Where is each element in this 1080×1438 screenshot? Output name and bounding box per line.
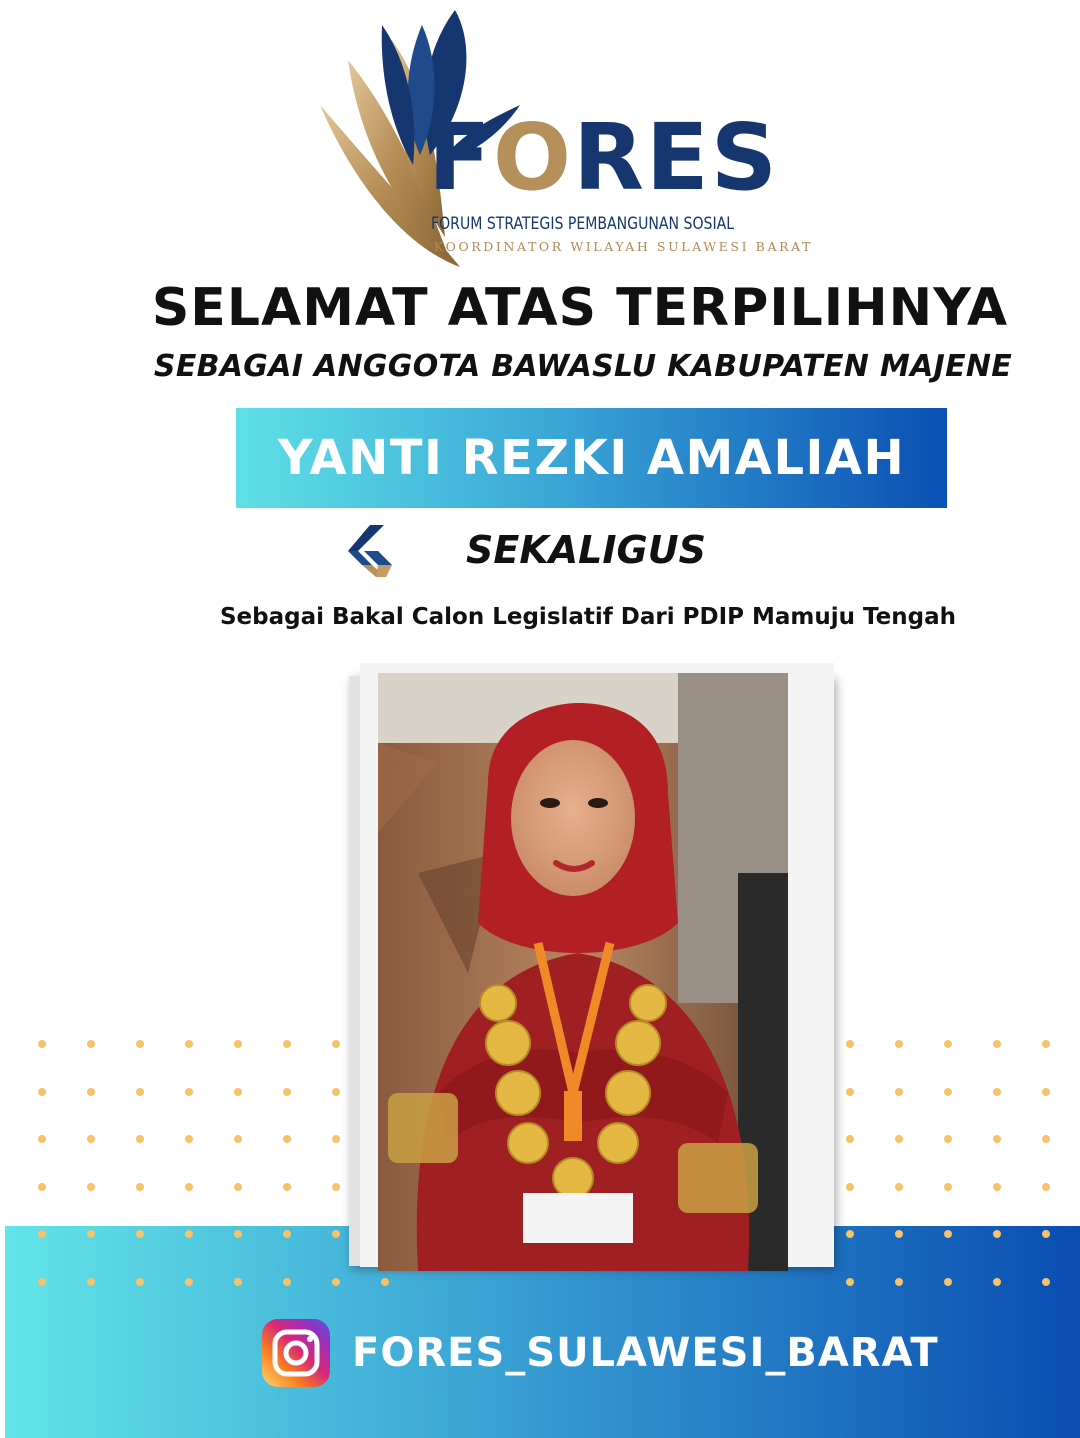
decorative-dot [944, 1278, 952, 1286]
decorative-dot [87, 1278, 95, 1286]
decorative-dot [846, 1040, 854, 1048]
decorative-dot [944, 1135, 952, 1143]
decorative-dot [87, 1040, 95, 1048]
logo-wordmark: FORES [428, 104, 780, 211]
decorative-dot [234, 1230, 242, 1238]
decorative-dot [283, 1278, 291, 1286]
decorative-dot [38, 1135, 46, 1143]
decorative-dot [944, 1088, 952, 1096]
decorative-dot [895, 1135, 903, 1143]
decorative-dot [185, 1278, 193, 1286]
position-subheadline: SEBAGAI ANGGOTA BAWASLU KABUPATEN MAJENE [153, 349, 1013, 384]
decorative-dot [846, 1088, 854, 1096]
person-name: YANTI REZKI AMALIAH [277, 430, 906, 486]
decorative-dot [944, 1230, 952, 1238]
decorative-dot [332, 1135, 340, 1143]
decorative-dot [993, 1183, 1001, 1191]
decorative-dot [895, 1088, 903, 1096]
decorative-dot [283, 1183, 291, 1191]
decorative-dot [993, 1040, 1001, 1048]
decorative-dot [136, 1088, 144, 1096]
decorative-dot [895, 1040, 903, 1048]
decorative-dot [185, 1230, 193, 1238]
logo-region: KOORDINATOR WILAYAH SULAWESI BARAT [434, 239, 813, 254]
chevron-left-icon [348, 525, 392, 577]
decorative-dot [283, 1040, 291, 1048]
decorative-dot [136, 1135, 144, 1143]
decorative-dot [136, 1278, 144, 1286]
decorative-dot [87, 1183, 95, 1191]
decorative-dot [38, 1088, 46, 1096]
decorative-dot [332, 1040, 340, 1048]
decorative-dot [87, 1135, 95, 1143]
decorative-dot [185, 1040, 193, 1048]
decorative-dot [136, 1183, 144, 1191]
logo-subtitle: FORUM STRATEGIS PEMBANGUNAN SOSIAL [431, 214, 735, 234]
portrait-photo [378, 673, 788, 1271]
decorative-dot [185, 1135, 193, 1143]
name-banner [236, 408, 947, 508]
decorative-dot [846, 1278, 854, 1286]
instagram-icon[interactable] [262, 1319, 330, 1387]
decorative-dot [1042, 1230, 1050, 1238]
decorative-dot [332, 1183, 340, 1191]
decorative-dot [993, 1230, 1001, 1238]
decorative-dot [993, 1278, 1001, 1286]
decorative-dot [1042, 1088, 1050, 1096]
decorative-dot [1042, 1040, 1050, 1048]
decorative-dot [87, 1088, 95, 1096]
sekaligus-label: SEKALIGUS [466, 528, 706, 572]
decorative-dot [283, 1088, 291, 1096]
decorative-dot [1042, 1278, 1050, 1286]
decorative-dot [1042, 1135, 1050, 1143]
decorative-dot [944, 1040, 952, 1048]
decorative-dot [136, 1230, 144, 1238]
decorative-dot [332, 1088, 340, 1096]
decorative-dot [846, 1183, 854, 1191]
decorative-dot [87, 1230, 95, 1238]
decorative-dot [283, 1135, 291, 1143]
decorative-dot [332, 1278, 340, 1286]
decorative-dot [1042, 1183, 1050, 1191]
decorative-dot [185, 1088, 193, 1096]
decorative-dot [993, 1135, 1001, 1143]
decorative-dot [846, 1230, 854, 1238]
instagram-handle[interactable]: FORES_SULAWESI_BARAT [352, 1330, 939, 1376]
dot-pattern-right [846, 1040, 1080, 1325]
decorative-dot [381, 1278, 389, 1286]
decorative-dot [38, 1278, 46, 1286]
decorative-dot [185, 1183, 193, 1191]
decorative-dot [332, 1230, 340, 1238]
decorative-dot [895, 1278, 903, 1286]
decorative-dot [38, 1183, 46, 1191]
decorative-dot [234, 1135, 242, 1143]
candidacy-detail: Sebagai Bakal Calon Legislatif Dari PDIP Mamuju Tengah [219, 604, 957, 630]
decorative-dot [283, 1230, 291, 1238]
decorative-dot [895, 1230, 903, 1238]
decorative-dot [846, 1135, 854, 1143]
decorative-dot [234, 1040, 242, 1048]
decorative-dot [993, 1088, 1001, 1096]
decorative-dot [234, 1278, 242, 1286]
congratulations-headline: SELAMAT ATAS TERPILIHNYA [151, 278, 1009, 338]
decorative-dot [136, 1040, 144, 1048]
decorative-dot [38, 1040, 46, 1048]
decorative-dot [234, 1088, 242, 1096]
decorative-dot [234, 1183, 242, 1191]
decorative-dot [895, 1183, 903, 1191]
decorative-dot [944, 1183, 952, 1191]
decorative-dot [38, 1230, 46, 1238]
